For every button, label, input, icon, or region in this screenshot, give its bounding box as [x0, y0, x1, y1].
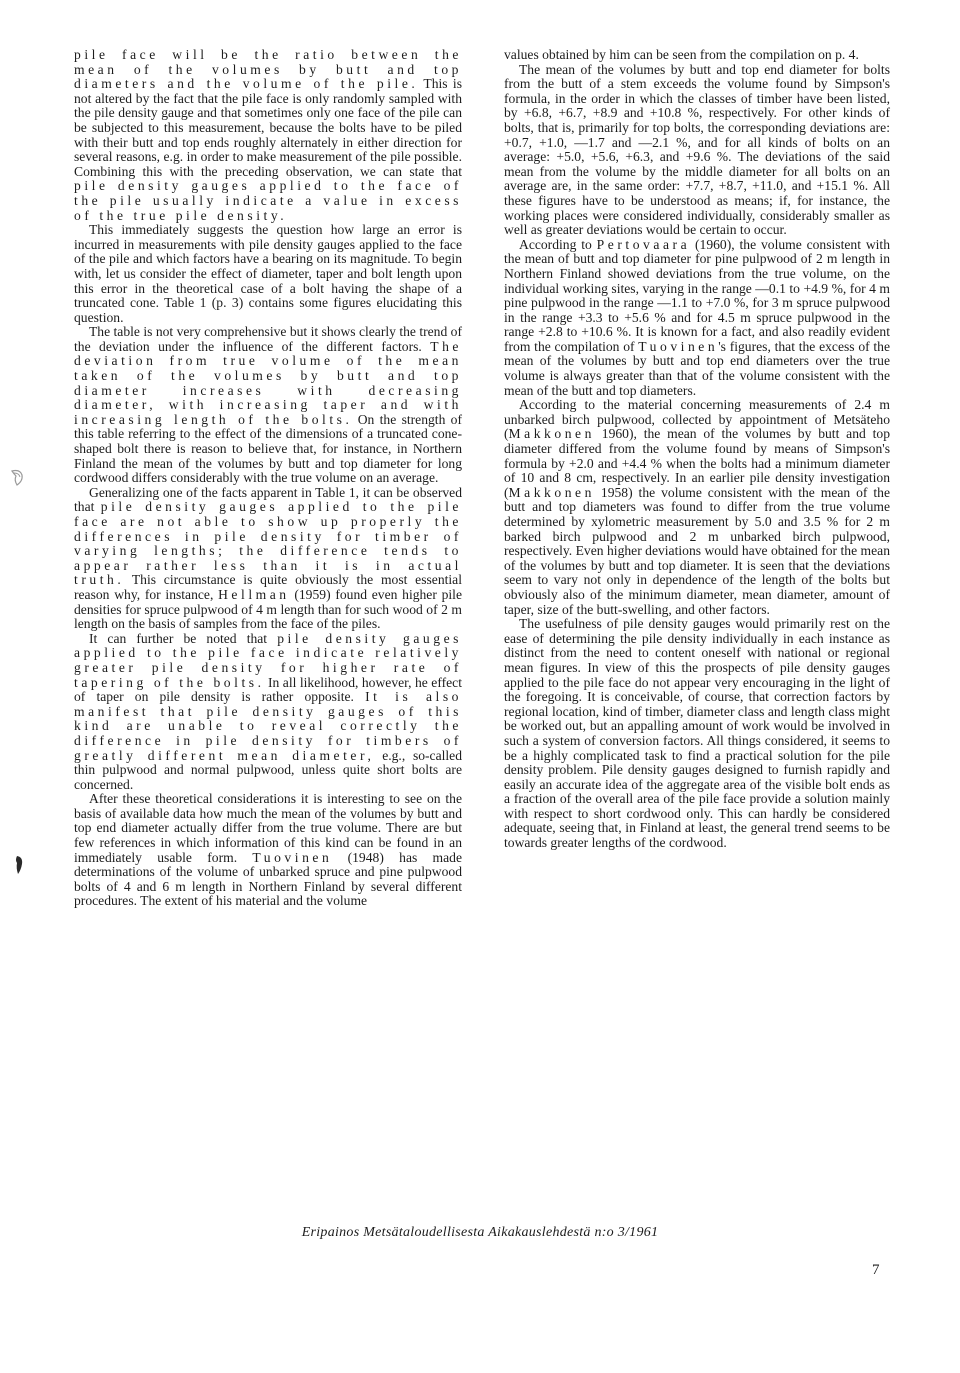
- body-text: According to: [519, 236, 597, 252]
- emphasized-text: pile density gauges applied to the face of the pile usually indicate a value in excess of the true pile density.: [74, 178, 462, 223]
- body-text: values obtained by him can be seen from the compilation on p. 4.: [504, 47, 859, 62]
- body-text: 1958) the volume consistent with the mean of the butt and top diameters was found to differ from the true volume determined by xylometric measurement by 5.0 and 3.5 % for 2 m barked birch pulpwood and 2 m unbarked birch pulpwood, respectively. Even higher deviations would have obtained for the mean of the volumes by butt and top diameter. It is seen that the deviations seem to vary not only in dependence of the length of the bolts but obviously also of the minimum diameter, mean diameter, amount of taper, size of the butt-swelling, and other factors.: [504, 484, 890, 617]
- paragraph: [504, 398, 890, 617]
- emphasized-text: Pertovaara: [596, 236, 691, 252]
- body-text: According to the material concerning measurements of 2.4 m unbarked birch pulpwood, collected by appointment of Metsäteho (: [504, 397, 890, 442]
- body-text: The mean of the volumes by butt and top end diameter for bolts from the butt of a stem exceeds the volume found by Simpson's formula, in the order in which the classes of timber have been listed, by +6.8, +6.7, +8.9 and +10.8 %, respectively. For other kinds of bolts, that is, primarily for top bolts, the corresponding deviations are: +0.7, +1.0, —1.7 and —2.1 %, and for all kinds of bolts on an average: +5.0, +5.6, +6.3, and +9.6 %. The deviations of the said mean from the volume by the middle diameter for all bolts on an average are, in the same order: +7.7, +8.7, +11.0, and +15.1 %. All these figures have to be understood as means; if, for instance, the working places were considered individually, considerably smaller as well as greater deviations would be certain to occur.: [504, 61, 890, 238]
- emphasized-text: Tuovinen: [638, 338, 719, 354]
- binder-mark-icon: [8, 468, 26, 488]
- body-text: (1959) found even higher pile densities for spruce pulpwood of 4 m length than for such wood of 2 m length on the basis of samples from the face of the piles.: [74, 586, 462, 632]
- paragraph: [504, 63, 890, 238]
- body-text: This is not altered by the fact that the pile face is only randomly sampled with the pile density gauge and that sometimes only one face of the pile can be subjected to this measurement, because the bolts have to be piled with their butt and top ends roughly alternately in either direction for several reasons, e.g. in order to make measurement of the pile possible. Combining this with the preceding observation, we can state that: [74, 76, 462, 179]
- page-number: 7: [872, 1262, 880, 1278]
- body-text: 1960), the mean of the volumes by butt and top diameter differed from the volume found by means of Simpson's formula by +2.0 and +4.4 % when the bolts had a minimum diameter of 10 and 8 cm, respectively. In an earlier pile density investigation (: [504, 426, 890, 500]
- emphasized-text: Makkonen: [508, 484, 595, 500]
- body-text: 's figures, that the excess of the mean of the volumes by butt and top end diameters over the true volume is always greater than that of the volume consistent with the mean of the butt and top diameters.: [504, 338, 890, 398]
- body-text: The table is not very comprehensive but it shows clearly the trend of the deviation under the influence of the different factors.: [74, 324, 462, 354]
- body-text: (1960), the volume consistent with the mean of butt and top diameter for pine pulpwood of 2 m length in Northern Finland showed deviations from the true volume, on the individual working sites, varying in the range —0.1 to +4.9 %, for 4 m pine pulpwood in the range —1.1 to +7.0 %, for 3 m spruce pulpwood in the range +3.3 to +5.6 % and for 4.5 m spruce pulpwood in the range +2.8 to +10.6 %. It is known for a fact, and also readily evident from the compilation of: [504, 236, 890, 354]
- emphasized-text: Tuovinen: [252, 849, 333, 865]
- emphasized-text: The deviation from true volume of the mean taken of the volumes by butt and top diameter increases with decreasing diameter, with increasing taper and with increasing length of the bolts.: [74, 338, 462, 427]
- body-text: Generalizing one of the facts apparent in Table 1, it can be observed that: [74, 484, 462, 515]
- emphasized-text: Makkonen: [508, 426, 595, 442]
- body-text: (1948) has made determinations of the volume of unbarked spruce and pine pulpwood bolts of 4 and 6 m length in Northern Finland by several different procedures. The extent of his material and the volume: [74, 849, 462, 909]
- paragraph: [504, 238, 890, 399]
- body-text: This circumstance is quite obviously the most essential reason why, for instance,: [74, 572, 462, 602]
- emphasized-text: pile density gauges applied to the pile face are not able to show up properly the differences in pile density for timber of varying lengths; the difference tends to appear rather less than it is in actual truth.: [74, 499, 462, 588]
- paragraph: [74, 48, 462, 223]
- left-column: [74, 48, 462, 909]
- right-column: [504, 48, 890, 851]
- body-text: It can further be noted that: [89, 630, 278, 646]
- footer-citation: Eripainos Metsätaloudellisesta Aikakauslehdestä n:o 3/1961: [301, 1225, 659, 1240]
- paragraph: [74, 223, 462, 325]
- body-text: On the strength of this table referring to the effect of the dimensions of a truncated cone-shaped bolt there is reason to believe that, for instance, in Northern Finland the mean of the volumes by butt and top diameter for long cordwood differs considerably with the true volume on an average.: [74, 411, 462, 486]
- paragraph: [504, 48, 890, 63]
- body-text: After these theoretical considerations it is interesting to see on the basis of available data how much the mean of the volumes by butt and top end diameter actually differ from the true volume. There are but few references in which information of this kind can be found in an immediately usable form.: [74, 791, 462, 865]
- body-text: The usefulness of pile density gauges would primarily rest on the ease of determining the pile density individually in each instance as distinct from the need to content oneself with national or regional mean figures. In view of this the prospects of pile density gauges applied to the pile face do not appear very encouraging in the light of the foregoing. It is conceivable, of course, that correction factors by regional location, kind of timber, diameter class and length class might be worked out, but an appalling amount of work would be involved in such a system of conversion factors. All things considered, it seems to be a highly complicated task to find a practical solution for the pile density problem. Pile density gauges designed to furnish rapidly and easily an accurate idea of the aggregate area of the visible bolt ends as a fraction of the overall area of the pile face provide a solution mainly with respect to short cordwood only. This can hardly be considered adequate, seeing that, in Finland at least, the general trend seems to be towards greater lengths of the cordwood.: [504, 616, 890, 851]
- body-text: This immediately suggests the question how large an error is incurred in measurements with pile density gauges applied to the face of the pile and which factors have a bearing on its magnitude. To begin with, let us consider the effect of diameter, taper and bolt length upon this error in the theoretical case of a bolt having the shape of a truncated cone. Table 1 (p. 3) contains some figures elucidating this question.: [74, 222, 462, 325]
- paragraph: [504, 617, 890, 851]
- binder-mark-icon: [12, 854, 26, 876]
- paragraph: [74, 486, 462, 632]
- paragraph: [74, 325, 462, 486]
- emphasized-text: pile density gauges applied to the pile face indicate relatively greater pile density for higher rate of tapering of the bolts.: [74, 630, 462, 690]
- body-text: In all likelihood, however, he effect of taper on pile density is rather opposite.: [74, 674, 462, 705]
- body-text: e.g., so-called thin pulpwood and normal pulpwood, unless quite short bolts are concerned.: [74, 747, 463, 792]
- emphasized-text: pile face will be the ratio between the mean of the volumes by butt and top diameters and the volume of the pile.: [74, 47, 462, 92]
- emphasized-text: Hellman: [218, 586, 290, 602]
- paragraph: [74, 792, 462, 909]
- paragraph: [74, 632, 462, 793]
- emphasized-text: It is also manifest that pile density gauges of this kind are unable to reveal correctly the difference in pile density for timbers of greatly different mean diameter,: [74, 689, 462, 763]
